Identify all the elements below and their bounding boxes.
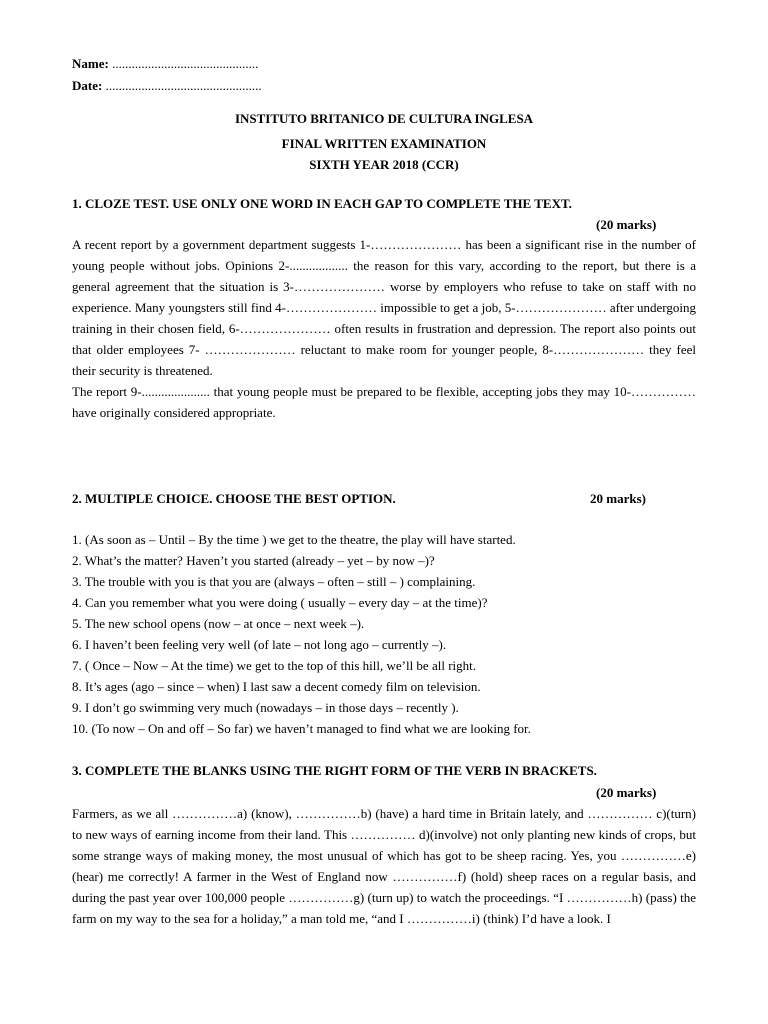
section2-marks: 20 marks) (590, 491, 646, 506)
list-item: 7. ( Once – Now – At the time) we get to the top of this hill, we’ll be all right. (72, 658, 477, 673)
date-label: Date: (72, 78, 103, 93)
year-title: SIXTH YEAR 2018 (CCR) (309, 157, 459, 172)
section3-marks: (20 marks) (596, 785, 657, 800)
list-item: 2. What’s the matter? Haven’t you started (already – yet – by now –)? (72, 553, 435, 568)
cloze-paragraph-2: The report 9-..................... that young people must be prepared to be flexible, accepting jobs they may 10-…………… have originally considered appropriate. (72, 384, 696, 420)
section1-marks: (20 marks) (596, 217, 657, 232)
section3-text (72, 803, 696, 929)
list-item: 8. It’s ages (ago – since – when) I last saw a decent comedy film on television. (72, 679, 481, 694)
list-item: 10. (To now – On and off – So far) we haven’t managed to find what we are looking for. (72, 721, 531, 736)
list-item: 4. Can you remember what you were doing ( usually – every day – at the time)? (72, 595, 488, 610)
list-item: 5. The new school opens (now – at once – next week –). (72, 616, 365, 631)
date-field (72, 78, 262, 94)
section3-title: 3. COMPLETE THE BLANKS USING THE RIGHT FORM OF THE VERB IN BRACKETS. (72, 763, 597, 778)
verb-paragraph: Farmers, as we all ……………a) (know), ……………b) (have) a hard time in Britain lately, and …………… c)(turn) to new ways of earning income from their land. This …………… d)(involve) not only planting new kinds of crops, but some strange ways of making money, the most unusual of which has got to be sheep racing. Yes, you ……………e) (hear) me correctly! A farmer in the West of England now ……………f) (hold) sheep races on a regular basis, and during the past year over 100,000 people ……………g) (turn up) to watch the proceedings. “I ……………h) (pass) the farm on my way to the sea for a holiday,” a man told me, “and I ……………i) (think) I’d have a look. I (72, 806, 696, 926)
name-field (72, 56, 258, 72)
list-item: 3. The trouble with you is that you are (always – often – still – ) complaining. (72, 574, 476, 589)
name-blank: ............................................. (112, 56, 259, 71)
multiple-choice-list (72, 532, 696, 742)
date-blank: ................................................ (105, 78, 262, 93)
section2-title: 2. MULTIPLE CHOICE. CHOOSE THE BEST OPTION. (72, 491, 396, 506)
section1-title: 1. CLOZE TEST. USE ONLY ONE WORD IN EACH GAP TO COMPLETE THE TEXT. (72, 196, 572, 211)
exam-title: FINAL WRITTEN EXAMINATION (281, 136, 487, 151)
list-item: 9. I don’t go swimming very much (nowadays – in those days – recently ). (72, 700, 459, 715)
cloze-paragraph-1: A recent report by a government department suggests 1-………………… has been a significant rise in the number of young people without jobs. Opinions 2-.................. the reason for this vary, according to the report, but there is a general agreement that the situation is 3-………………… worse by employers who refuse to take on staff with no experience. Many youngsters still find 4-………………… impossible to get a job, 5-………………… after undergoing training in their chosen field, 6-………………… often results in frustration and depression. The report also points out that older employees 7- ………………… reluctant to make room for younger people, 8-………………… they feel their security is threatened. (72, 237, 696, 378)
list-item: 6. I haven’t been feeling very well (of late – not long ago – currently –). (72, 637, 447, 652)
institute-title: INSTITUTO BRITANICO DE CULTURA INGLESA (234, 111, 534, 126)
list-item: 1. (As soon as – Until – By the time ) we get to the theatre, the play will have started. (72, 532, 516, 547)
section1-text (72, 234, 696, 423)
name-label: Name: (72, 56, 109, 71)
